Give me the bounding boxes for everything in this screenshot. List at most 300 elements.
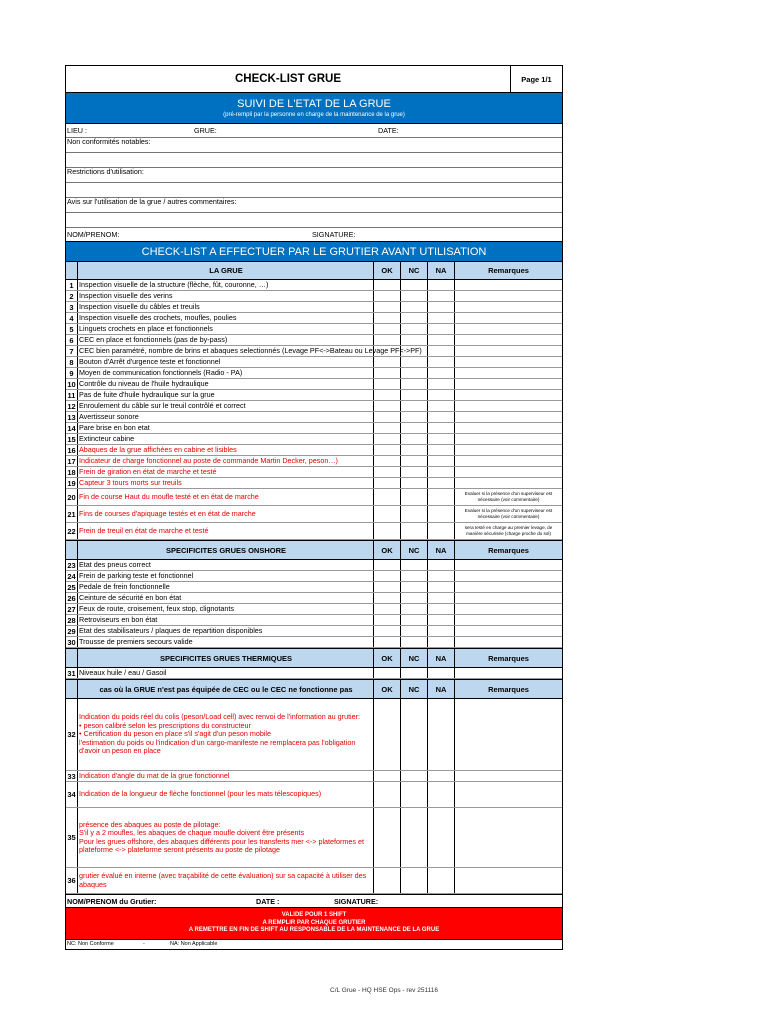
na-checkbox-cell[interactable]	[428, 467, 455, 477]
item-description: Trousse de premiers secours valide	[79, 637, 193, 646]
remarques-cell[interactable]	[455, 335, 562, 345]
checklist-row	[66, 668, 562, 679]
signature-label: SIGNATURE:	[312, 230, 356, 239]
grutier-date-label: DATE :	[256, 897, 280, 906]
ok-checkbox-cell[interactable]	[374, 668, 401, 678]
remarques-cell[interactable]	[455, 302, 562, 312]
item-description-cell	[78, 582, 374, 592]
remarques-cell[interactable]	[455, 615, 562, 625]
item-description-cell	[78, 604, 374, 614]
item-description-cell	[78, 302, 374, 312]
item-number: 24	[66, 571, 78, 581]
item-description-cell	[78, 368, 374, 378]
ok-checkbox-cell[interactable]	[374, 637, 401, 647]
remarques-cell[interactable]	[455, 571, 562, 581]
section-header-cec	[66, 679, 562, 699]
nc-checkbox-cell[interactable]	[401, 478, 428, 488]
item-number: 26	[66, 593, 78, 603]
remarques-cell[interactable]	[455, 782, 562, 807]
legend-dash: -	[143, 941, 145, 947]
remarque-text: Evaluer si la présence d'un superviseur est nécessaire (voir commentaire)	[464, 508, 553, 519]
item-number: 5	[66, 324, 78, 334]
nc-checkbox-cell[interactable]	[401, 668, 428, 678]
na-checkbox-cell[interactable]	[428, 808, 455, 867]
nc-checkbox-cell[interactable]	[401, 335, 428, 345]
nc-checkbox-cell[interactable]	[401, 291, 428, 301]
remarques-header: Remarques	[488, 684, 529, 694]
na-checkbox-cell[interactable]	[428, 699, 455, 770]
na-header: NA	[435, 653, 447, 663]
checklist-row	[66, 593, 562, 604]
remarques-cell[interactable]	[455, 346, 562, 356]
item-number: 10	[66, 379, 78, 389]
checklist-row	[66, 626, 562, 637]
remarques-cell[interactable]	[455, 401, 562, 411]
thermiques-items	[66, 668, 562, 679]
item-description-cell	[78, 335, 374, 345]
na-checkbox-cell[interactable]	[428, 368, 455, 378]
na-checkbox-cell[interactable]	[428, 346, 455, 356]
item-description: Frein de treuil en état de marche et testé	[79, 526, 209, 535]
item-description: présence des abaques au poste de pilotage: S'il y a 2 moufles, les abaques de chaque moufle doivent être présents Pour les grues offshore, des abaques différents pour les transferts mer <-> plateformes et plateforme <-> plateforme seront présents au poste de pilotage	[79, 819, 364, 854]
item-number: 15	[66, 434, 78, 444]
ok-checkbox-cell[interactable]	[374, 593, 401, 603]
section-title: cas où la GRUE n'est pas équipée de CEC ou le CEC ne fonctionne pas	[99, 684, 353, 694]
item-description-cell	[78, 808, 374, 867]
item-description: Indication de la longueur de flèche fonctionnel (pour les mats télescopiques)	[79, 789, 322, 799]
item-number: 19	[66, 478, 78, 488]
nc-checkbox-cell[interactable]	[401, 423, 428, 433]
lieu-label: LIEU :	[67, 126, 87, 135]
item-number: 8	[66, 357, 78, 367]
item-number: 20	[66, 489, 78, 505]
suivi-subtitle: (pré-rempli par la personne en charge de la maintenance de la grue)	[223, 111, 405, 118]
remarques-cell[interactable]	[455, 313, 562, 323]
na-checkbox-cell[interactable]	[428, 412, 455, 422]
item-description-cell	[78, 412, 374, 422]
ok-checkbox-cell[interactable]	[374, 412, 401, 422]
ok-checkbox-cell[interactable]	[374, 571, 401, 581]
item-description-cell	[78, 489, 374, 505]
remarques-cell[interactable]	[455, 324, 562, 334]
remarques-cell[interactable]	[455, 868, 562, 893]
checklist-row	[66, 280, 562, 291]
na-header: NA	[435, 266, 447, 275]
blank-row[interactable]	[66, 183, 562, 198]
remarques-cell[interactable]	[455, 637, 562, 647]
item-description-cell	[78, 346, 422, 356]
item-description: Contrôle du niveau de l'huile hydraulique	[79, 379, 209, 388]
page-number: Page 1/1	[521, 74, 552, 84]
ok-checkbox-cell[interactable]	[374, 506, 401, 522]
nc-checkbox-cell[interactable]	[401, 434, 428, 444]
item-description-cell	[78, 357, 374, 367]
na-checkbox-cell[interactable]	[428, 771, 455, 781]
item-description: Retroviseurs en bon état	[79, 615, 158, 624]
nc-checkbox-cell[interactable]	[401, 324, 428, 334]
item-description: Niveaux huile / eau / Gasoil	[79, 668, 167, 677]
checklist-row	[66, 412, 562, 423]
remarques-col-header	[455, 680, 562, 698]
nc-checkbox-cell[interactable]	[401, 615, 428, 625]
nc-col-header	[401, 680, 428, 698]
remarques-cell[interactable]	[455, 368, 562, 378]
item-number: 22	[66, 523, 78, 539]
item-description-cell	[78, 626, 374, 636]
nc-checkbox-cell[interactable]	[401, 445, 428, 455]
remarques-col-header	[455, 649, 562, 667]
checklist-row	[66, 523, 562, 540]
na-checkbox-cell[interactable]	[428, 324, 455, 334]
avis-row[interactable]	[66, 198, 562, 213]
checklist-row	[66, 560, 562, 571]
nc-checkbox-cell[interactable]	[401, 593, 428, 603]
remarques-cell[interactable]	[455, 699, 562, 770]
nc-checkbox-cell[interactable]	[401, 560, 428, 570]
page-footer: C/L Grue - HQ HSE Ops - rev 251116	[330, 987, 438, 994]
checklist-row	[66, 357, 562, 368]
na-checkbox-cell[interactable]	[428, 357, 455, 367]
section-title-cell	[78, 680, 374, 698]
checklist-row	[66, 582, 562, 593]
nc-checkbox-cell[interactable]	[401, 401, 428, 411]
item-number: 7	[66, 346, 78, 356]
ok-checkbox-cell[interactable]	[374, 434, 401, 444]
item-description: Linguets crochets en place et fonctionnels	[79, 324, 213, 333]
item-description: Indication du poids réel du colis (peson/Load cell) avec renvoi de l'information au grutier: • peson calibré selon les prescriptions du constructeur • Certification du peson en place s'il s'agit d'un peson mobile l'estimation du poids ou l'indication d'un cargo-manifeste ne remplacera pas l'obligation d'avoir un peson en place	[79, 712, 361, 756]
num-col-header	[66, 649, 78, 667]
nom-row	[66, 228, 562, 242]
section-title-cell	[78, 649, 374, 667]
ok-checkbox-cell[interactable]	[374, 335, 401, 345]
na-checkbox-cell[interactable]	[428, 313, 455, 323]
remarques-col-header	[455, 262, 562, 279]
item-number: 32	[66, 699, 78, 770]
red-banner	[66, 908, 562, 940]
checklist-row	[66, 467, 562, 478]
non-conf-row[interactable]	[66, 138, 562, 153]
ok-checkbox-cell[interactable]	[374, 626, 401, 636]
item-description-cell	[78, 280, 374, 290]
nc-checkbox-cell[interactable]	[401, 412, 428, 422]
na-checkbox-cell[interactable]	[428, 506, 455, 522]
item-description: CEC bien paramétré, nombre de brins et abaques selectionnés (Levage PF<->Bateau ou Levage PF<->PF)	[79, 346, 422, 355]
checklist-row	[66, 434, 562, 445]
na-checkbox-cell[interactable]	[428, 302, 455, 312]
na-checkbox-cell[interactable]	[428, 626, 455, 636]
remarques-cell[interactable]	[455, 560, 562, 570]
checklist-row	[66, 571, 562, 582]
na-checkbox-cell[interactable]	[428, 560, 455, 570]
grutier-row	[66, 894, 562, 908]
na-checkbox-cell[interactable]	[428, 390, 455, 400]
title-cell	[66, 66, 511, 92]
lieu-row	[66, 124, 562, 138]
nc-checkbox-cell[interactable]	[401, 604, 428, 614]
item-number: 12	[66, 401, 78, 411]
item-description-cell	[78, 523, 374, 539]
nc-checkbox-cell[interactable]	[401, 771, 428, 781]
remarques-cell[interactable]	[455, 467, 562, 477]
na-checkbox-cell[interactable]	[428, 423, 455, 433]
ok-checkbox-cell[interactable]	[374, 560, 401, 570]
nc-col-header	[401, 262, 428, 279]
remarques-cell[interactable]	[455, 506, 562, 522]
remarques-cell[interactable]	[455, 523, 562, 539]
ok-checkbox-cell[interactable]	[374, 489, 401, 505]
legend-nc: NC: Non Conforme	[67, 941, 114, 947]
nc-checkbox-cell[interactable]	[401, 699, 428, 770]
nc-checkbox-cell[interactable]	[401, 456, 428, 466]
ok-checkbox-cell[interactable]	[374, 346, 401, 356]
nc-checkbox-cell[interactable]	[401, 637, 428, 647]
item-description-cell	[78, 423, 374, 433]
onshore-items	[66, 560, 562, 648]
checklist-row	[66, 302, 562, 313]
item-description: Inspection visuelle de la structure (flèche, fût, couronne, …)	[79, 280, 269, 289]
checklist-row	[66, 456, 562, 467]
item-description: Capteur 3 tours morts sur treuils	[79, 478, 182, 487]
item-number: 36	[66, 868, 78, 893]
na-checkbox-cell[interactable]	[428, 593, 455, 603]
remarques-cell[interactable]	[455, 456, 562, 466]
num-col-header	[66, 680, 78, 698]
item-description: Fin de course Haut du moufle testé et en état de marche	[79, 492, 259, 501]
ok-checkbox-cell[interactable]	[374, 357, 401, 367]
item-description: Pas de fuite d'huile hydraulique sur la grue	[79, 390, 215, 399]
na-checkbox-cell[interactable]	[428, 571, 455, 581]
avis-label: Avis sur l'utilisation de la grue / autres commentaires:	[67, 197, 237, 206]
item-description-cell	[78, 668, 374, 678]
section-title-cell	[78, 262, 374, 279]
ok-checkbox-cell[interactable]	[374, 615, 401, 625]
remarques-cell[interactable]	[455, 808, 562, 867]
na-checkbox-cell[interactable]	[428, 637, 455, 647]
remarques-cell[interactable]	[455, 291, 562, 301]
item-number: 14	[66, 423, 78, 433]
ok-checkbox-cell[interactable]	[374, 771, 401, 781]
nom-label: NOM/PRENOM:	[67, 230, 120, 239]
remarques-cell[interactable]	[455, 434, 562, 444]
na-checkbox-cell[interactable]	[428, 868, 455, 893]
na-checkbox-cell[interactable]	[428, 523, 455, 539]
nc-checkbox-cell[interactable]	[401, 390, 428, 400]
nc-checkbox-cell[interactable]	[401, 582, 428, 592]
na-checkbox-cell[interactable]	[428, 668, 455, 678]
remarques-cell[interactable]	[455, 668, 562, 678]
ok-col-header	[374, 649, 401, 667]
checklist-row	[66, 401, 562, 412]
item-description-cell	[78, 560, 374, 570]
na-checkbox-cell[interactable]	[428, 456, 455, 466]
nc-checkbox-cell[interactable]	[401, 346, 428, 356]
grutier-nom-label: NOM/PRENOM du Grutier:	[67, 897, 157, 906]
ok-header: OK	[381, 684, 393, 694]
remarques-cell[interactable]	[455, 280, 562, 290]
item-description-cell	[78, 434, 374, 444]
na-checkbox-cell[interactable]	[428, 335, 455, 345]
num-col-header	[66, 541, 78, 559]
item-description-cell	[78, 782, 374, 807]
remarques-cell[interactable]	[455, 604, 562, 614]
remarques-cell[interactable]	[455, 489, 562, 505]
ok-checkbox-cell[interactable]	[374, 782, 401, 807]
item-description: Inspection visuelle du câbles et treuils	[79, 302, 200, 311]
na-checkbox-cell[interactable]	[428, 582, 455, 592]
nc-checkbox-cell[interactable]	[401, 313, 428, 323]
remarques-cell[interactable]	[455, 582, 562, 592]
checklist-row	[66, 771, 562, 782]
item-number: 30	[66, 637, 78, 647]
remarques-cell[interactable]	[455, 593, 562, 603]
remarques-cell[interactable]	[455, 357, 562, 367]
ok-checkbox-cell[interactable]	[374, 808, 401, 867]
na-checkbox-cell[interactable]	[428, 445, 455, 455]
item-number: 1	[66, 280, 78, 290]
na-checkbox-cell[interactable]	[428, 291, 455, 301]
ok-checkbox-cell[interactable]	[374, 478, 401, 488]
nc-checkbox-cell[interactable]	[401, 368, 428, 378]
ok-checkbox-cell[interactable]	[374, 291, 401, 301]
ok-checkbox-cell[interactable]	[374, 423, 401, 433]
ok-checkbox-cell[interactable]	[374, 523, 401, 539]
ok-checkbox-cell[interactable]	[374, 280, 401, 290]
nc-checkbox-cell[interactable]	[401, 808, 428, 867]
remarques-col-header	[455, 541, 562, 559]
remarques-header: Remarques	[488, 545, 529, 555]
item-description-cell	[78, 615, 374, 625]
cec-items	[66, 699, 562, 894]
red-banner-line2: A REMPLIR PAR CHAQUE GRUTIER	[262, 919, 366, 926]
item-description: Moyen de communication fonctionnels (Radio - PA)	[79, 368, 243, 377]
item-description-cell	[78, 379, 374, 389]
item-number: 21	[66, 506, 78, 522]
nc-header: NC	[408, 266, 420, 275]
ok-checkbox-cell[interactable]	[374, 467, 401, 477]
restrictions-row[interactable]	[66, 168, 562, 183]
item-description: Frein de giration en état de marche et testé	[79, 467, 217, 476]
na-checkbox-cell[interactable]	[428, 434, 455, 444]
checklist-banner-title: CHECK-LIST A EFFECTUER PAR LE GRUTIER AVANT UTILISATION	[141, 245, 487, 258]
na-checkbox-cell[interactable]	[428, 478, 455, 488]
checklist-row	[66, 699, 562, 771]
grue-label: GRUE:	[194, 126, 217, 135]
section-title: SPECIFICITES GRUES ONSHORE	[165, 545, 287, 555]
item-description: Feux de route, croisement, feux stop, clignotants	[79, 604, 235, 613]
item-number: 25	[66, 582, 78, 592]
na-checkbox-cell[interactable]	[428, 615, 455, 625]
nc-checkbox-cell[interactable]	[401, 467, 428, 477]
non-conformites-label: Non conformités notables:	[67, 137, 151, 146]
item-number: 23	[66, 560, 78, 570]
ok-checkbox-cell[interactable]	[374, 379, 401, 389]
nc-checkbox-cell[interactable]	[401, 357, 428, 367]
na-checkbox-cell[interactable]	[428, 489, 455, 505]
nc-checkbox-cell[interactable]	[401, 782, 428, 807]
ok-checkbox-cell[interactable]	[374, 324, 401, 334]
item-number: 34	[66, 782, 78, 807]
na-checkbox-cell[interactable]	[428, 280, 455, 290]
item-description: Abaques de la grue affichées en cabine et lisibles	[79, 445, 237, 454]
item-description-cell	[78, 699, 374, 770]
item-number: 28	[66, 615, 78, 625]
item-description-cell	[78, 456, 374, 466]
section-header-onshore	[66, 540, 562, 560]
item-description-cell	[78, 313, 374, 323]
red-banner-line3: A REMETTRE EN FIN DE SHIFT AU RESPONSABLE DE LA MAINTENANCE DE LA GRUE	[188, 927, 440, 934]
checklist-row	[66, 637, 562, 648]
nc-col-header	[401, 649, 428, 667]
nc-col-header	[401, 541, 428, 559]
remarques-cell[interactable]	[455, 445, 562, 455]
nc-header: NC	[408, 684, 420, 694]
nc-checkbox-cell[interactable]	[401, 379, 428, 389]
ok-checkbox-cell[interactable]	[374, 368, 401, 378]
item-description-cell	[78, 324, 374, 334]
nc-checkbox-cell[interactable]	[401, 302, 428, 312]
item-number: 4	[66, 313, 78, 323]
item-number: 9	[66, 368, 78, 378]
item-description: Etat des stabilisateurs / plaques de repartition disponibles	[79, 626, 263, 635]
legend-na: NA: Non Applicable	[170, 941, 218, 947]
ok-checkbox-cell[interactable]	[374, 313, 401, 323]
ok-checkbox-cell[interactable]	[374, 401, 401, 411]
ok-checkbox-cell[interactable]	[374, 699, 401, 770]
checklist-row	[66, 868, 562, 894]
nc-checkbox-cell[interactable]	[401, 868, 428, 893]
ok-checkbox-cell[interactable]	[374, 582, 401, 592]
na-checkbox-cell[interactable]	[428, 401, 455, 411]
grutier-signature-label: SIGNATURE:	[334, 897, 379, 906]
blank-row[interactable]	[66, 153, 562, 168]
item-description-cell	[78, 467, 374, 477]
ok-col-header	[374, 541, 401, 559]
item-description-cell	[78, 637, 374, 647]
nc-checkbox-cell[interactable]	[401, 489, 428, 505]
ok-checkbox-cell[interactable]	[374, 445, 401, 455]
ok-checkbox-cell[interactable]	[374, 390, 401, 400]
remarques-cell[interactable]	[455, 390, 562, 400]
ok-checkbox-cell[interactable]	[374, 868, 401, 893]
ok-checkbox-cell[interactable]	[374, 604, 401, 614]
nc-checkbox-cell[interactable]	[401, 571, 428, 581]
nc-checkbox-cell[interactable]	[401, 280, 428, 290]
nc-checkbox-cell[interactable]	[401, 506, 428, 522]
nc-checkbox-cell[interactable]	[401, 626, 428, 636]
remarques-cell[interactable]	[455, 412, 562, 422]
remarques-cell[interactable]	[455, 626, 562, 636]
na-checkbox-cell[interactable]	[428, 379, 455, 389]
remarques-cell[interactable]	[455, 423, 562, 433]
blank-row[interactable]	[66, 213, 562, 228]
na-checkbox-cell[interactable]	[428, 782, 455, 807]
remarque-text: Evaluer si la présence d'un superviseur est nécessaire (voir commentaire)	[464, 491, 553, 502]
remarques-cell[interactable]	[455, 379, 562, 389]
na-checkbox-cell[interactable]	[428, 604, 455, 614]
na-col-header	[428, 649, 455, 667]
item-description: Pare brise en bon etat	[79, 423, 150, 432]
item-description: Pedale de frein fonctionnelle	[79, 582, 170, 591]
nc-checkbox-cell[interactable]	[401, 523, 428, 539]
item-number: 33	[66, 771, 78, 781]
checklist-row	[66, 478, 562, 489]
remarques-cell[interactable]	[455, 478, 562, 488]
item-number: 6	[66, 335, 78, 345]
ok-checkbox-cell[interactable]	[374, 302, 401, 312]
ok-header: OK	[381, 653, 393, 663]
ok-checkbox-cell[interactable]	[374, 456, 401, 466]
remarques-cell[interactable]	[455, 771, 562, 781]
